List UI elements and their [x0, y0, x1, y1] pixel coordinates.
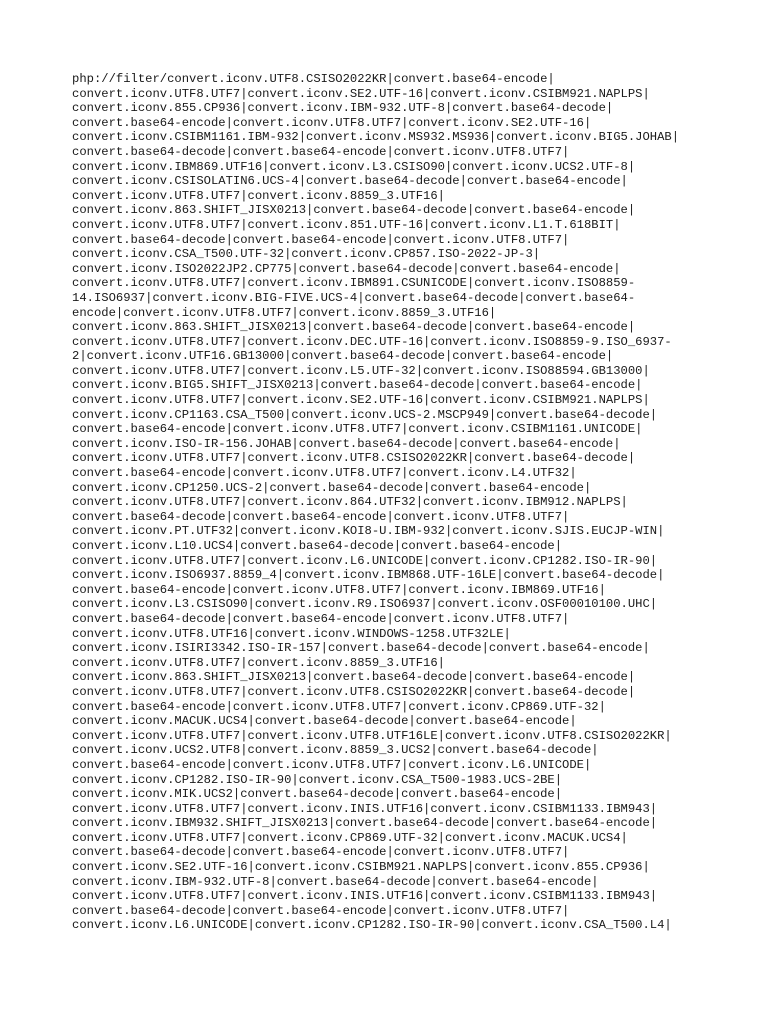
text-line: convert.iconv.IBM869.UTF16|convert.iconv.L3.CSISO90|convert.iconv.UCS2.UTF-8| [72, 159, 636, 174]
text-line: encode|convert.iconv.UTF8.UTF7|convert.iconv.8859_3.UTF16| [72, 305, 497, 320]
text-line: convert.iconv.UTF8.UTF7|convert.iconv.DEC.UTF-16|convert.iconv.ISO8859-9.ISO_6937- [72, 334, 672, 349]
text-line: convert.iconv.CP1163.CSA_T500|convert.iconv.UCS-2.MSCP949|convert.base64-decode| [72, 407, 658, 422]
text-line: convert.base64-encode|convert.iconv.UTF8.UTF7|convert.iconv.L6.UNICODE| [72, 757, 592, 772]
text-line: convert.iconv.UTF8.UTF7|convert.iconv.UTF8.UTF16LE|convert.iconv.UTF8.CSISO2022KR| [72, 728, 672, 743]
text-line: convert.iconv.UTF8.UTF7|convert.iconv.L5.UTF-32|convert.iconv.ISO88594.GB13000| [72, 363, 650, 378]
text-line: convert.iconv.CSA_T500.UTF-32|convert.iconv.CP857.ISO-2022-JP-3| [72, 247, 541, 262]
text-line: convert.iconv.ISO2022JP2.CP775|convert.base64-decode|convert.base64-encode| [72, 261, 621, 276]
text-line: convert.iconv.BIG5.SHIFT_JISX0213|convert.base64-decode|convert.base64-encode| [72, 378, 643, 393]
text-line: convert.iconv.ISO-IR-156.JOHAB|convert.base64-decode|convert.base64-encode| [72, 436, 621, 451]
text-line: convert.base64-encode|convert.iconv.UTF8.UTF7|convert.iconv.IBM869.UTF16| [72, 582, 606, 597]
text-line: convert.iconv.863.SHIFT_JISX0213|convert.base64-decode|convert.base64-encode| [72, 203, 636, 218]
text-line: convert.iconv.UTF8.UTF7|convert.iconv.INIS.UTF16|convert.iconv.CSIBM1133.IBM943| [72, 801, 658, 816]
text-line: convert.iconv.SE2.UTF-16|convert.iconv.CSIBM921.NAPLPS|convert.iconv.855.CP936| [72, 860, 650, 875]
text-line: convert.iconv.UTF8.UTF7|convert.iconv.8859_3.UTF16| [72, 188, 445, 203]
text-line: convert.iconv.863.SHIFT_JISX0213|convert.base64-decode|convert.base64-encode| [72, 320, 636, 335]
text-line: convert.iconv.L6.UNICODE|convert.iconv.CP1282.ISO-IR-90|convert.iconv.CSA_T500.L4| [72, 918, 672, 933]
text-line: 14.ISO6937|convert.iconv.BIG-FIVE.UCS-4|convert.base64-decode|convert.base64- [72, 290, 636, 305]
text-line: convert.iconv.863.SHIFT_JISX0213|convert.base64-decode|convert.base64-encode| [72, 670, 636, 685]
text-line: convert.iconv.MACUK.UCS4|convert.base64-decode|convert.base64-encode| [72, 714, 577, 729]
text-line: convert.iconv.UTF8.UTF7|convert.iconv.UTF8.CSISO2022KR|convert.base64-decode| [72, 684, 636, 699]
text-line: convert.iconv.UTF8.UTF7|convert.iconv.L6.UNICODE|convert.iconv.CP1282.ISO-IR-90| [72, 553, 658, 568]
text-line: php://filter/convert.iconv.UTF8.CSISO2022KR|convert.base64-encode| [72, 72, 555, 86]
text-line: convert.iconv.UTF8.UTF7|convert.iconv.UTF8.CSISO2022KR|convert.base64-decode| [72, 451, 636, 466]
text-line: convert.iconv.CP1282.ISO-IR-90|convert.iconv.CSA_T500-1983.UCS-2BE| [72, 772, 563, 787]
text-line: convert.iconv.CP1250.UCS-2|convert.base64-decode|convert.base64-encode| [72, 480, 592, 495]
text-line: convert.iconv.UTF8.UTF7|convert.iconv.851.UTF-16|convert.iconv.L1.T.618BIT| [72, 217, 621, 232]
filter-chain-text [72, 72, 712, 933]
text-line: convert.iconv.UTF8.UTF16|convert.iconv.WINDOWS-1258.UTF32LE| [72, 626, 511, 641]
text-line: convert.base64-encode|convert.iconv.UTF8.UTF7|convert.iconv.CP869.UTF-32| [72, 699, 606, 714]
text-line: convert.iconv.CSIBM1161.IBM-932|convert.iconv.MS932.MS936|convert.iconv.BIG5.JOHAB| [72, 130, 680, 145]
text-line: convert.iconv.UTF8.UTF7|convert.iconv.8859_3.UTF16| [72, 655, 445, 670]
text-line: convert.iconv.UTF8.UTF7|convert.iconv.INIS.UTF16|convert.iconv.CSIBM1133.IBM943| [72, 889, 658, 904]
text-line: convert.iconv.PT.UTF32|convert.iconv.KOI8-U.IBM-932|convert.iconv.SJIS.EUCJP-WIN| [72, 524, 665, 539]
text-line: convert.base64-decode|convert.base64-encode|convert.iconv.UTF8.UTF7| [72, 144, 570, 159]
text-line: convert.iconv.IBM932.SHIFT_JISX0213|convert.base64-decode|convert.base64-encode| [72, 816, 658, 831]
text-line: convert.iconv.ISIRI3342.ISO-IR-157|convert.base64-decode|convert.base64-encode| [72, 641, 650, 656]
text-line: convert.iconv.CSISOLATIN6.UCS-4|convert.base64-decode|convert.base64-encode| [72, 174, 628, 189]
text-line: convert.base64-encode|convert.iconv.UTF8.UTF7|convert.iconv.SE2.UTF-16| [72, 115, 592, 130]
text-line: convert.base64-encode|convert.iconv.UTF8.UTF7|convert.iconv.L4.UTF32| [72, 466, 577, 481]
text-line: convert.iconv.MIK.UCS2|convert.base64-decode|convert.base64-encode| [72, 787, 563, 802]
text-line: convert.base64-decode|convert.base64-encode|convert.iconv.UTF8.UTF7| [72, 903, 570, 918]
text-line: convert.base64-decode|convert.base64-encode|convert.iconv.UTF8.UTF7| [72, 611, 570, 626]
text-line: convert.iconv.UCS2.UTF8|convert.iconv.8859_3.UCS2|convert.base64-decode| [72, 743, 599, 758]
text-line: convert.iconv.855.CP936|convert.iconv.IBM-932.UTF-8|convert.base64-decode| [72, 101, 614, 116]
text-line: convert.iconv.ISO6937.8859_4|convert.iconv.IBM868.UTF-16LE|convert.base64-decode| [72, 568, 665, 583]
text-line: convert.base64-encode|convert.iconv.UTF8.UTF7|convert.iconv.CSIBM1161.UNICODE| [72, 422, 643, 437]
text-line: convert.iconv.L3.CSISO90|convert.iconv.R9.ISO6937|convert.iconv.OSF00010100.UHC| [72, 597, 658, 612]
text-line: convert.iconv.UTF8.UTF7|convert.iconv.IBM891.CSUNICODE|convert.iconv.ISO8859- [72, 276, 636, 291]
text-line: convert.base64-decode|convert.base64-encode|convert.iconv.UTF8.UTF7| [72, 845, 570, 860]
text-line: convert.iconv.UTF8.UTF7|convert.iconv.CP869.UTF-32|convert.iconv.MACUK.UCS4| [72, 830, 628, 845]
text-line: convert.iconv.UTF8.UTF7|convert.iconv.SE2.UTF-16|convert.iconv.CSIBM921.NAPLPS| [72, 86, 650, 101]
text-line: convert.base64-decode|convert.base64-encode|convert.iconv.UTF8.UTF7| [72, 232, 570, 247]
text-line: convert.iconv.IBM-932.UTF-8|convert.base64-decode|convert.base64-encode| [72, 874, 599, 889]
text-line: 2|convert.iconv.UTF16.GB13000|convert.base64-decode|convert.base64-encode| [72, 349, 614, 364]
text-line: convert.base64-decode|convert.base64-encode|convert.iconv.UTF8.UTF7| [72, 509, 570, 524]
text-line: convert.iconv.L10.UCS4|convert.base64-decode|convert.base64-encode| [72, 539, 563, 553]
text-line: convert.iconv.UTF8.UTF7|convert.iconv.864.UTF32|convert.iconv.IBM912.NAPLPS| [72, 495, 628, 510]
text-line: convert.iconv.UTF8.UTF7|convert.iconv.SE2.UTF-16|convert.iconv.CSIBM921.NAPLPS| [72, 393, 650, 408]
